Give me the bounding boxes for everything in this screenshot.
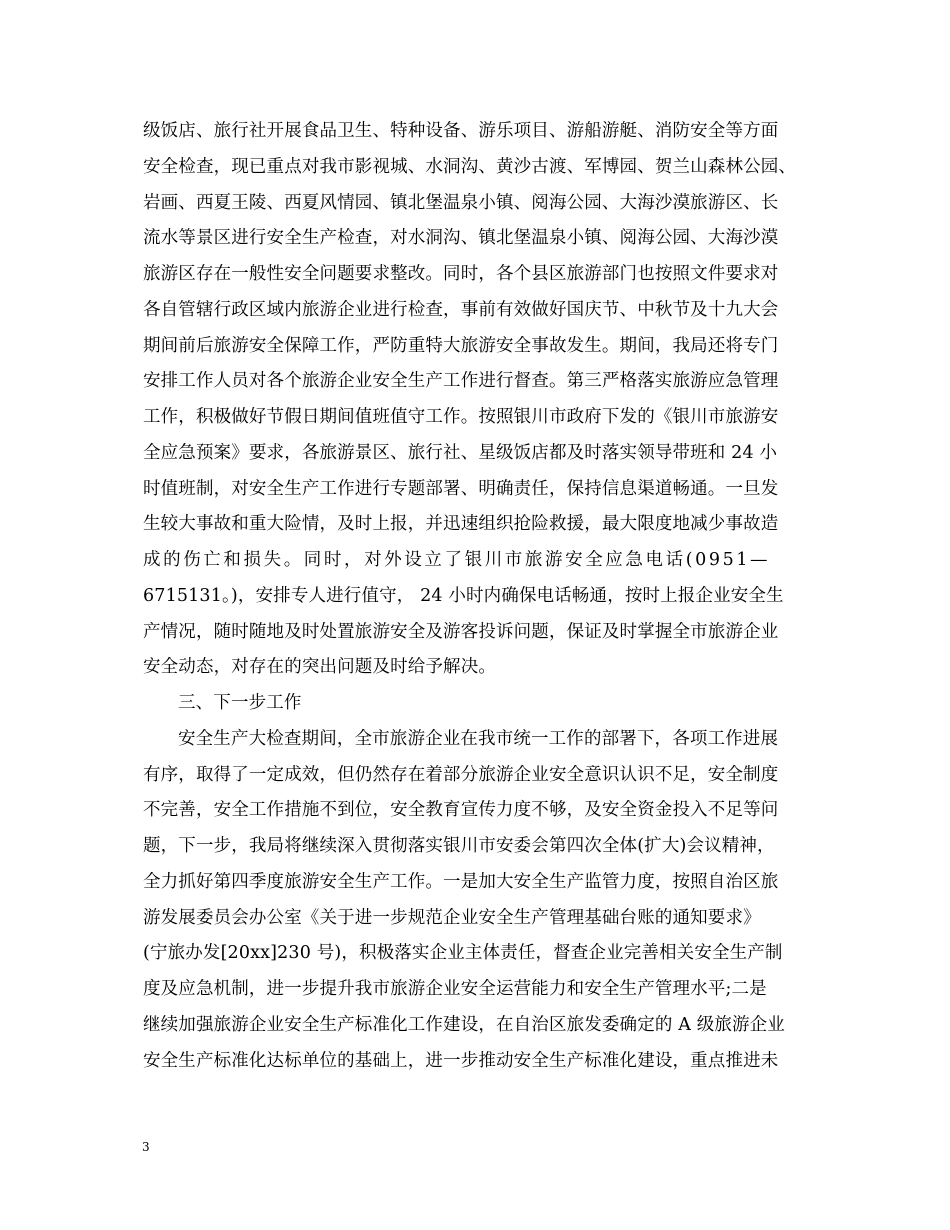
text-line: 全应急预案》要求，各旅游景区、旅行社、星级饭店都及时落实领导带班和 24 小 [143, 443, 778, 463]
text-line: 产情况，随时随地及时处置旅游安全及游客投诉问题，保证及时掌握全市旅游企业 [143, 622, 779, 642]
text-line: 成的伤亡和损失。同时，对外设立了银川市旅游安全应急电话(0951— [143, 550, 771, 570]
text-line: 继续加强旅游企业安全生产标准化工作建设，在自治区旅发委确定的 A 级旅游企业 [143, 1015, 785, 1035]
text-line: 岩画、西夏王陵、西夏风情园、镇北堡温泉小镇、阅海公园、大海沙漠旅游区、长 [143, 193, 779, 213]
text-line: 流水等景区进行安全生产检查，对水洞沟、镇北堡温泉小镇、阅海公园、大海沙漠 [143, 228, 779, 248]
text-line: 有序，取得了一定成效，但仍然存在着部分旅游企业安全意识认识不足，安全制度 [143, 765, 779, 785]
text-line: 安全生产标准化达标单位的基础上，进一步推动安全生产标准化建设，重点推进未 [143, 1051, 779, 1071]
text-line: 度及应急机制，进一步提升我市旅游企业安全运营能力和安全生产管理水平;二是 [143, 979, 767, 999]
text-line: 生较大事故和重大险情，及时上报，并迅速组织抢险救援，最大限度地减少事故造 [143, 514, 779, 534]
text-line: 工作，积极做好节假日期间值班值守工作。按照银川市政府下发的《银川市旅游安 [143, 407, 779, 427]
text-line: 6715131。)，安排专人进行值守， 24 小时内确保电话畅通，按时上报企业安全生 [143, 586, 784, 606]
page-number: 3 [142, 1140, 150, 1154]
text-line: 时值班制，对安全生产工作进行专题部署、明确责任，保持信息渠道畅通。一旦发 [143, 479, 779, 499]
text-line: 游发展委员会办公室《关于进一步规范企业安全生产管理基础台账的通知要求》 [143, 908, 761, 928]
text-line: 安全生产大检查期间，全市旅游企业在我市统一工作的部署下，各项工作进展 [178, 729, 779, 749]
text-line: (宁旅办发[20xx]230 号)，积极落实企业主体责任，督查企业完善相关安全生产制 [143, 943, 783, 963]
text-line: 全力抓好第四季度旅游安全生产工作。一是加大安全生产监管力度，按照自治区旅 [143, 872, 779, 892]
text-line: 旅游区存在一般性安全问题要求整改。同时，各个县区旅游部门也按照文件要求对 [143, 264, 779, 284]
text-line: 各自管辖行政区域内旅游企业进行检查，事前有效做好国庆节、中秋节及十九大会 [143, 300, 779, 320]
text-line: 题，下一步，我局将继续深入贯彻落实银川市安委会第四次全体(扩大)会议精神， [143, 836, 775, 856]
section-heading: 三、下一步工作 [178, 693, 302, 713]
text-line: 不完善，安全工作措施不到位，安全教育宣传力度不够，及安全资金投入不足等问 [143, 800, 779, 820]
text-line: 级饭店、旅行社开展食品卫生、特种设备、游乐项目、游船游艇、消防安全等方面 [143, 121, 779, 141]
text-line: 期间前后旅游安全保障工作，严防重特大旅游安全事故发生。期间，我局还将专门 [143, 336, 779, 356]
text-line: 安全检查，现已重点对我市影视城、水洞沟、黄沙古渡、军博园、贺兰山森林公园、 [143, 157, 797, 177]
text-line: 安全动态，对存在的突出问题及时给予解决。 [143, 657, 496, 677]
text-line: 安排工作人员对各个旅游企业安全生产工作进行督查。第三严格落实旅游应急管理 [143, 371, 779, 391]
